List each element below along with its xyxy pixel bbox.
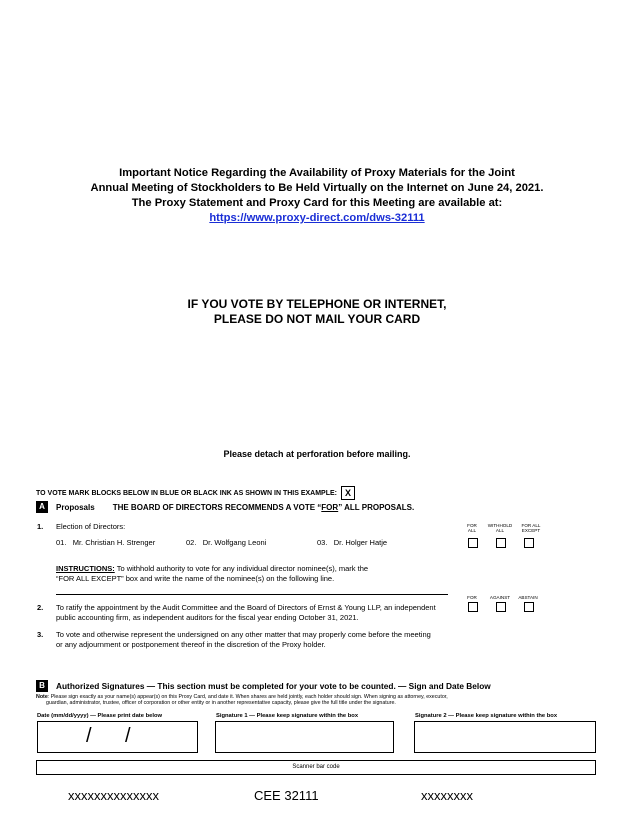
vote-online-notice (0, 297, 634, 327)
nominee-2-name: Dr. Wolfgang Leoni (202, 538, 267, 547)
signature-1-input[interactable] (215, 721, 394, 753)
instructions-line-2: “FOR ALL EXCEPT” box and write the name of the nominee(s) on the following line. (56, 573, 335, 583)
proposal-1-text: Election of Directors: (56, 522, 126, 531)
section-a-header (36, 501, 414, 513)
column-for-all-except-line-2: EXCEPT (521, 528, 541, 533)
nominee-3 (317, 538, 387, 548)
section-b-title: Authorized Signatures — This section must be completed for your vote to be counted. — Sign and Date Below (56, 681, 491, 691)
example-mark-box: X (341, 486, 355, 500)
date-input[interactable] (37, 721, 198, 753)
instructions-label: INSTRUCTIONS: (56, 564, 115, 573)
section-a-title: Proposals (56, 502, 95, 512)
proposal-1-for-all-except-checkbox[interactable] (524, 538, 534, 548)
detach-instruction: Please detach at perforation before mailing. (223, 449, 411, 459)
date-separator-2: / (125, 725, 131, 747)
vote-online-line-1: IF YOU VOTE BY TELEPHONE OR INTERNET, (187, 297, 447, 311)
proposal-2-line-1: To ratify the appointment by the Audit Committee and the Board of Directors of Ernst & Young LLP, an independent (56, 603, 436, 612)
nominee-1 (56, 538, 155, 548)
signature-1-label: Signature 1 — Please keep signature within the box (216, 713, 359, 719)
section-a-badge: A (36, 501, 48, 513)
nominee-1-name: Mr. Christian H. Strenger (72, 538, 156, 547)
recommendation-text-start: THE BOARD OF DIRECTORS RECOMMENDS A VOTE “ (112, 502, 322, 512)
proposal-3-line-1: To vote and otherwise represent the undersigned on any other matter that may properly come before the meeting (56, 630, 431, 639)
mark-instruction-text: TO VOTE MARK BLOCKS BELOW IN BLUE OR BLACK INK AS SHOWN IN THIS EXAMPLE: (36, 489, 337, 497)
signature-2-label: Signature 2 — Please keep signature within the box (415, 713, 558, 719)
section-b-badge: B (36, 680, 48, 692)
proposal-2-number: 2. (37, 603, 44, 612)
recommendation-for: FOR (321, 502, 339, 512)
proposal-2-text (56, 603, 456, 622)
date-separator-1: / (86, 725, 92, 747)
column-for-all-line-1: FOR (467, 523, 477, 528)
proxy-materials-link[interactable]: https://www.proxy-direct.com/dws-32111 (209, 212, 425, 224)
recommendation-text-end: ” ALL PROPOSALS. (338, 502, 415, 512)
column-withhold-all-line-2: ALL (495, 528, 505, 533)
note-line-2: guardian, administrator, trustee, officer of corporation or other entity or in another representative capacity, please give the full title under the signature. (46, 700, 396, 706)
nominee-2 (186, 538, 266, 548)
column-for-all-line-2: ALL (467, 528, 477, 533)
footer-right-code: xxxxxxxx (421, 788, 473, 803)
scanner-bar-code: Scanner bar code (36, 760, 596, 775)
column-withhold-all (486, 523, 514, 533)
mark-instruction (36, 486, 355, 500)
column-for: FOR (467, 595, 477, 600)
signature-2-input[interactable] (414, 721, 596, 753)
proposal-1-for-all-checkbox[interactable] (468, 538, 478, 548)
proposal-1-withhold-all-checkbox[interactable] (496, 538, 506, 548)
notice-line-1: Important Notice Regarding the Availability of Proxy Materials for the Joint (119, 167, 515, 179)
nominee-write-in-line[interactable] (56, 594, 448, 595)
column-abstain: ABSTAIN (518, 595, 538, 600)
section-b-header (36, 680, 491, 692)
column-for-all-except (517, 523, 545, 533)
note-line-1: : Please sign exactly as your name(s) appear(s) on this Proxy Card, and date it. When shares are held jointly, each holder should sign. When signing as attorney, executor, (47, 694, 448, 700)
board-recommendation (113, 503, 415, 512)
proposal-2-abstain-checkbox[interactable] (524, 602, 534, 612)
column-for-all (458, 523, 486, 533)
availability-notice (0, 166, 634, 226)
proposal-3-text (56, 630, 456, 649)
proposal-2-against-checkbox[interactable] (496, 602, 506, 612)
proposal-3-line-2: or any adjournment or postponement thereof in the discretion of the Proxy holder. (56, 639, 326, 649)
footer-left-code: xxxxxxxxxxxxxx (68, 788, 159, 803)
vote-online-line-2: PLEASE DO NOT MAIL YOUR CARD (213, 312, 421, 326)
proposal-3-number: 3. (37, 630, 44, 639)
column-for-all-except-line-1: FOR ALL (521, 523, 541, 528)
column-against: AGAINST (489, 595, 511, 600)
nominee-3-name: Dr. Holger Hatje (333, 538, 388, 547)
note-label: Note (36, 694, 48, 700)
signature-note (36, 694, 596, 706)
instructions-line-1: To withhold authority to vote for any individual director nominee(s), mark the (114, 564, 369, 573)
date-field-label: Date (mm/dd/yyyy) — Please print date below (37, 713, 162, 719)
proposal-2-for-checkbox[interactable] (468, 602, 478, 612)
notice-line-3: The Proxy Statement and Proxy Card for this Meeting are available at: (131, 197, 503, 209)
nominee-1-number: 01. (56, 538, 67, 547)
column-withhold-all-line-1: WITHHOLD (487, 523, 513, 528)
withhold-instructions (56, 564, 456, 583)
proposal-1-number: 1. (37, 522, 44, 531)
nominee-2-number: 02. (186, 538, 197, 547)
notice-line-2: Annual Meeting of Stockholders to Be Held Virtually on the Internet on June 24, 2021. (90, 182, 544, 194)
proposal-2-line-2: public accounting firm, as independent auditors for the fiscal year ending October 31, 2021. (56, 612, 359, 622)
nominee-3-number: 03. (317, 538, 328, 547)
footer-center-code: CEE 32111 (254, 788, 319, 803)
